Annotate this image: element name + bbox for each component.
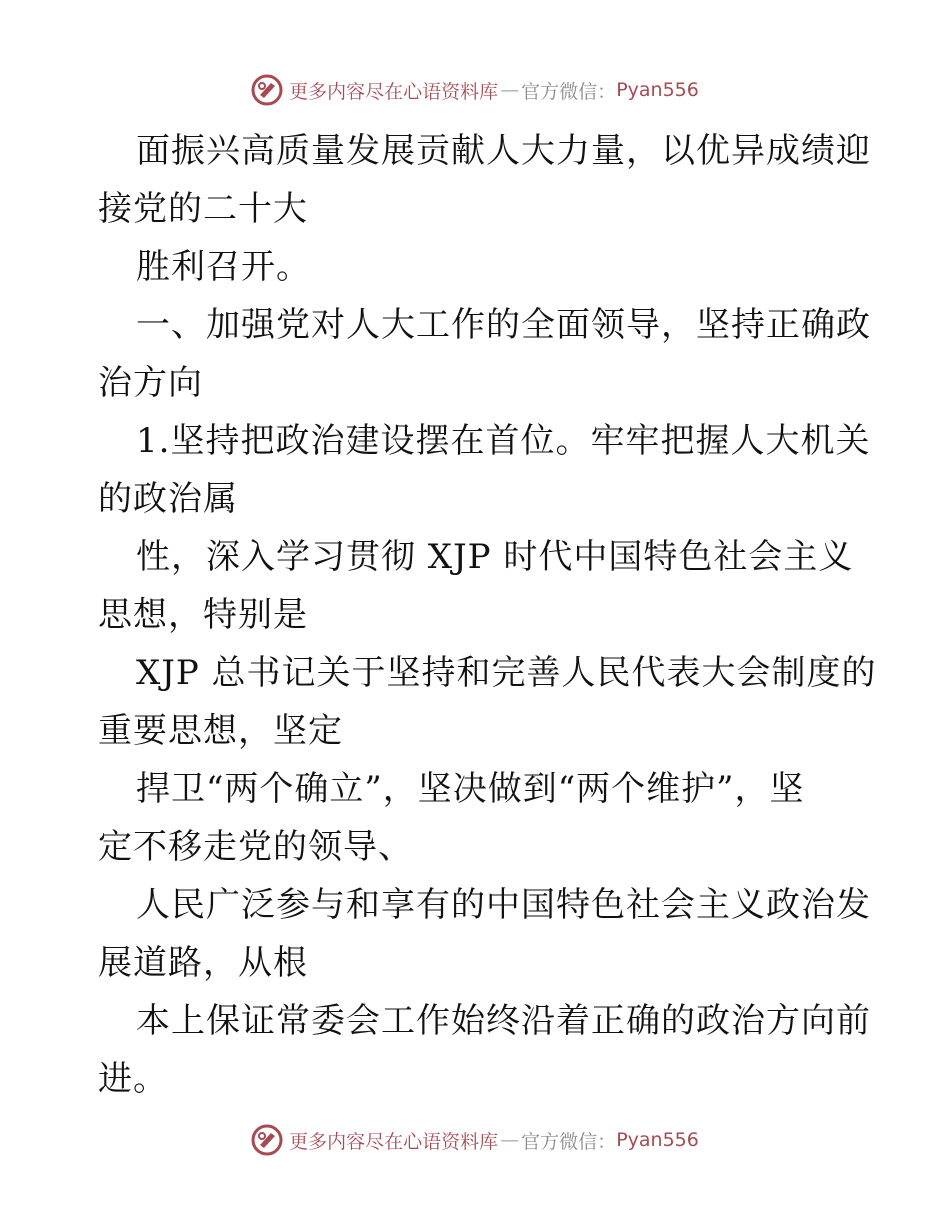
- text-line: 展道路，从根: [98, 943, 308, 983]
- text-line: 人民广泛参与和享有的中国特色社会主义政治发: [136, 885, 871, 925]
- text-line: XJP 总书记关于坚持和完善人民代表大会制度的: [136, 653, 877, 693]
- text-line: 接党的二十大: [98, 189, 308, 229]
- banner-official-label: 官方微信：: [521, 1130, 617, 1153]
- banner-brand-text: 更多内容尽在心语资料库: [289, 80, 499, 103]
- text-line: 的政治属: [98, 479, 238, 519]
- text-line: 性，深入学习贯彻 XJP 时代中国特色社会主义: [136, 537, 854, 577]
- text-line: 思想，特别是: [98, 595, 308, 635]
- text-line: 捍卫“两个确立”，坚决做到“两个维护”，坚: [136, 769, 805, 809]
- banner-separator: —: [500, 1129, 520, 1151]
- text-line: 一、加强党对人大工作的全面领导，坚持正确政: [136, 305, 871, 345]
- header-banner: [0, 70, 950, 110]
- document-body: [98, 122, 877, 1108]
- brand-logo-icon: [251, 74, 283, 106]
- text-line: 面振兴高质量发展贡献人大力量，以优异成绩迎: [136, 131, 871, 171]
- banner-brand-text: 更多内容尽在心语资料库: [289, 1130, 499, 1153]
- text-line: 1.坚持把政治建设摆在首位。牢牢把握人大机关: [136, 421, 871, 461]
- text-line: 进。: [98, 1059, 168, 1099]
- text-line: 胜利召开。: [136, 247, 311, 287]
- text-line: 治方向: [98, 363, 203, 403]
- text-line: 定不移走党的领导、: [98, 827, 413, 867]
- brand-logo-icon: [251, 1124, 283, 1156]
- banner-wechat-id: Pyan556: [616, 79, 699, 101]
- banner-wechat-id: Pyan556: [616, 1129, 699, 1151]
- banner-official-label: 官方微信：: [521, 80, 617, 103]
- banner-separator: —: [500, 79, 520, 101]
- footer-banner: [0, 1120, 950, 1160]
- text-line: 重要思想，坚定: [98, 711, 343, 751]
- text-line: 本上保证常委会工作始终沿着正确的政治方向前: [136, 1001, 871, 1041]
